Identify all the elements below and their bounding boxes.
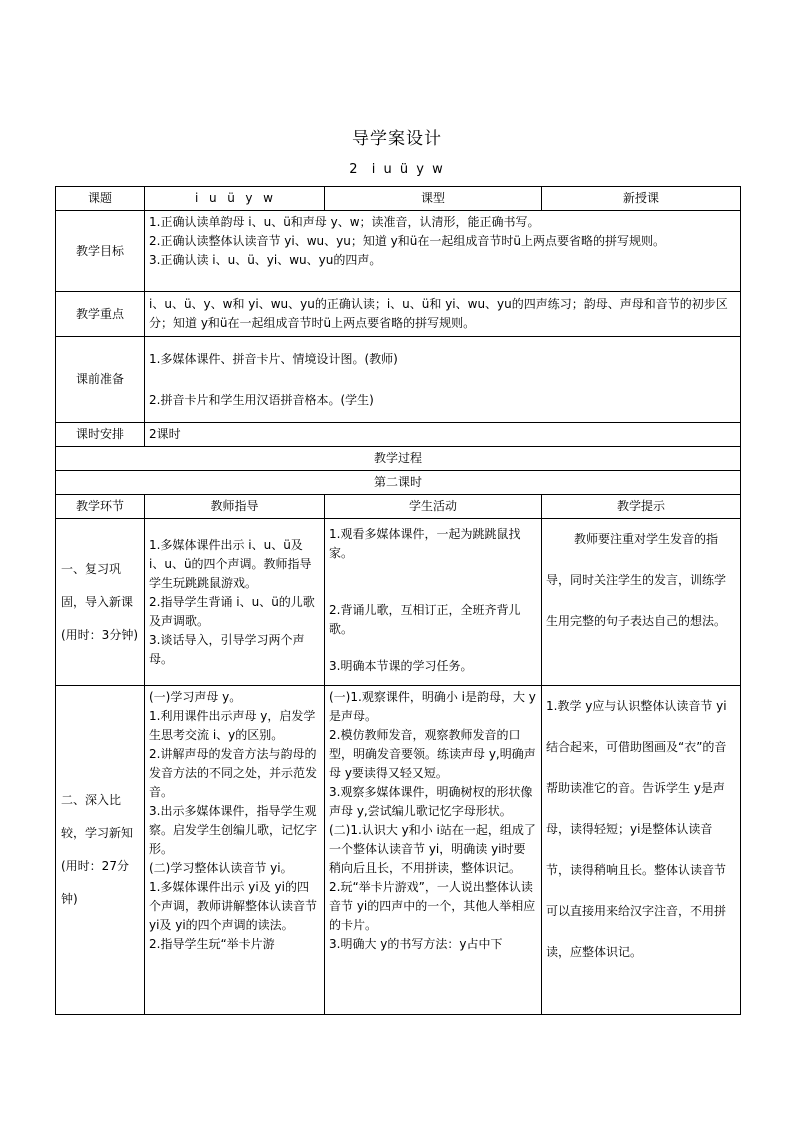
prep-item-2: 2.拼音卡片和学生用汉语拼音格本。(学生) xyxy=(149,392,374,407)
topic-label: 课题 xyxy=(56,187,145,211)
prep-row xyxy=(56,337,741,423)
header-student: 学生活动 xyxy=(325,495,542,519)
stage-1: 一、复习巩固，导入新课(用时：3分钟) xyxy=(56,519,145,686)
period-label: 课时安排 xyxy=(56,423,145,447)
document-subtitle: 2 i u ü y w xyxy=(349,162,445,177)
focus-label: 教学重点 xyxy=(56,292,145,337)
header-tip: 教学提示 xyxy=(542,495,741,519)
topic-row xyxy=(56,187,741,211)
student-1-a: 1.观看多媒体课件，一起为跳跳鼠找家。 xyxy=(329,527,521,560)
period-row xyxy=(56,423,741,447)
type-label: 课型 xyxy=(325,187,542,211)
prep-cell xyxy=(145,337,741,423)
tip-2: 1.教学 y应与认识整体认读音节 yi结合起来，可借助图画及“衣”的音帮助读准它的音。告诉学生 y是声母，读得轻短；yi是整体认读音节，读得稍响且长。整体认读音节可以直接用来给汉字注音，不用拼读，应整体识记。 xyxy=(542,686,741,1015)
goals-text: 1.正确认读单韵母 i、u、ü和声母 y、w；读准音，认清形，能正确书写。 2.正确认读整体认读音节 yi、wu、yu；知道 y和ü在一起组成音节时ü上两点要省略的拼写规则。 3.正确认读 i、u、ü、yi、wu、yu的四声。 xyxy=(145,211,741,292)
process-header-row xyxy=(56,495,741,519)
student-1-c: 3.明确本节课的学习任务。 xyxy=(329,659,473,673)
student-2: (一)1.观察课件，明确小 i是韵母，大 y是声母。 2.模仿教师发音，观察教师发音的口型，明确发音要领。练读声母 y,明确声母 y要读得又轻又短。 3.观察多媒体课件，明确树杈的形状像声母 y,尝试编儿歌记忆字母形状。 (二)1.认识大 y和小 i站在一起，组成了一个整体认读音节 yi，明确读 yi时要稍向后且长，不用拼读，整体识记。 2.玩“举卡片游戏”，一人说出整体认读音节 yi的四声中的一个，其他人举相应的卡片。 3.明确大 y的书写方法：y占中下 xyxy=(325,686,542,1015)
focus-row xyxy=(56,292,741,337)
header-teacher: 教师指导 xyxy=(145,495,325,519)
lesson-plan-table xyxy=(55,186,741,1015)
header-stage: 教学环节 xyxy=(56,495,145,519)
stage-2: 二、深入比较，学习新知(用时：27分钟) xyxy=(56,686,145,1015)
prep-label: 课前准备 xyxy=(56,337,145,423)
student-1-b: 2.背诵儿歌，互相订正，全班齐背儿歌。 xyxy=(329,603,521,636)
period-value: 2课时 xyxy=(145,423,741,447)
lesson-label: 第二课时 xyxy=(56,471,741,495)
document-title: 导学案设计 xyxy=(352,129,442,149)
goals-label: 教学目标 xyxy=(56,211,145,292)
topic-value: i u ü y w xyxy=(145,187,325,211)
process-heading: 教学过程 xyxy=(56,447,741,471)
prep-item-1: 1.多媒体课件、拼音卡片、情境设计图。(教师) xyxy=(149,351,398,366)
focus-text: i、u、ü、y、w和 yi、wu、yu的正确认读；i、u、ü和 yi、wu、yu的四声练习；韵母、声母和音节的初步区分；知道 y和ü在一起组成音节时ü上两点要省略的拼写规则。 xyxy=(145,292,741,337)
process-row-2 xyxy=(56,686,741,1015)
process-heading-row xyxy=(56,447,741,471)
teacher-1: 1.多媒体课件出示 i、u、ü及 i、u、ü的四个声调。教师指导学生玩跳跳鼠游戏。 2.指导学生背诵 i、u、ü的儿歌及声调歌。 3.谈话导入，引导学习两个声母。 xyxy=(145,519,325,686)
student-1 xyxy=(325,519,542,686)
lesson-row xyxy=(56,471,741,495)
type-value: 新授课 xyxy=(542,187,741,211)
tip-1: 教师要注重对学生发音的指导，同时关注学生的发言，训练学生用完整的句子表达自己的想法。 xyxy=(542,519,741,686)
goals-row xyxy=(56,211,741,292)
teacher-2: (一)学习声母 y。 1.利用课件出示声母 y，启发学生思考交流 i、y的区别。 2.讲解声母的发音方法与韵母的发音方法的不同之处，并示范发音。 3.出示多媒体课件，指导学生观察。启发学生创编儿歌，记忆字形。 (二)学习整体认读音节 yi。 1.多媒体课件出示 yi及 yi的四个声调，教师讲解整体认读音节 yi及 yi的四个声调的读法。 2.指导学生玩“举卡片游 xyxy=(145,686,325,1015)
process-row-1 xyxy=(56,519,741,686)
